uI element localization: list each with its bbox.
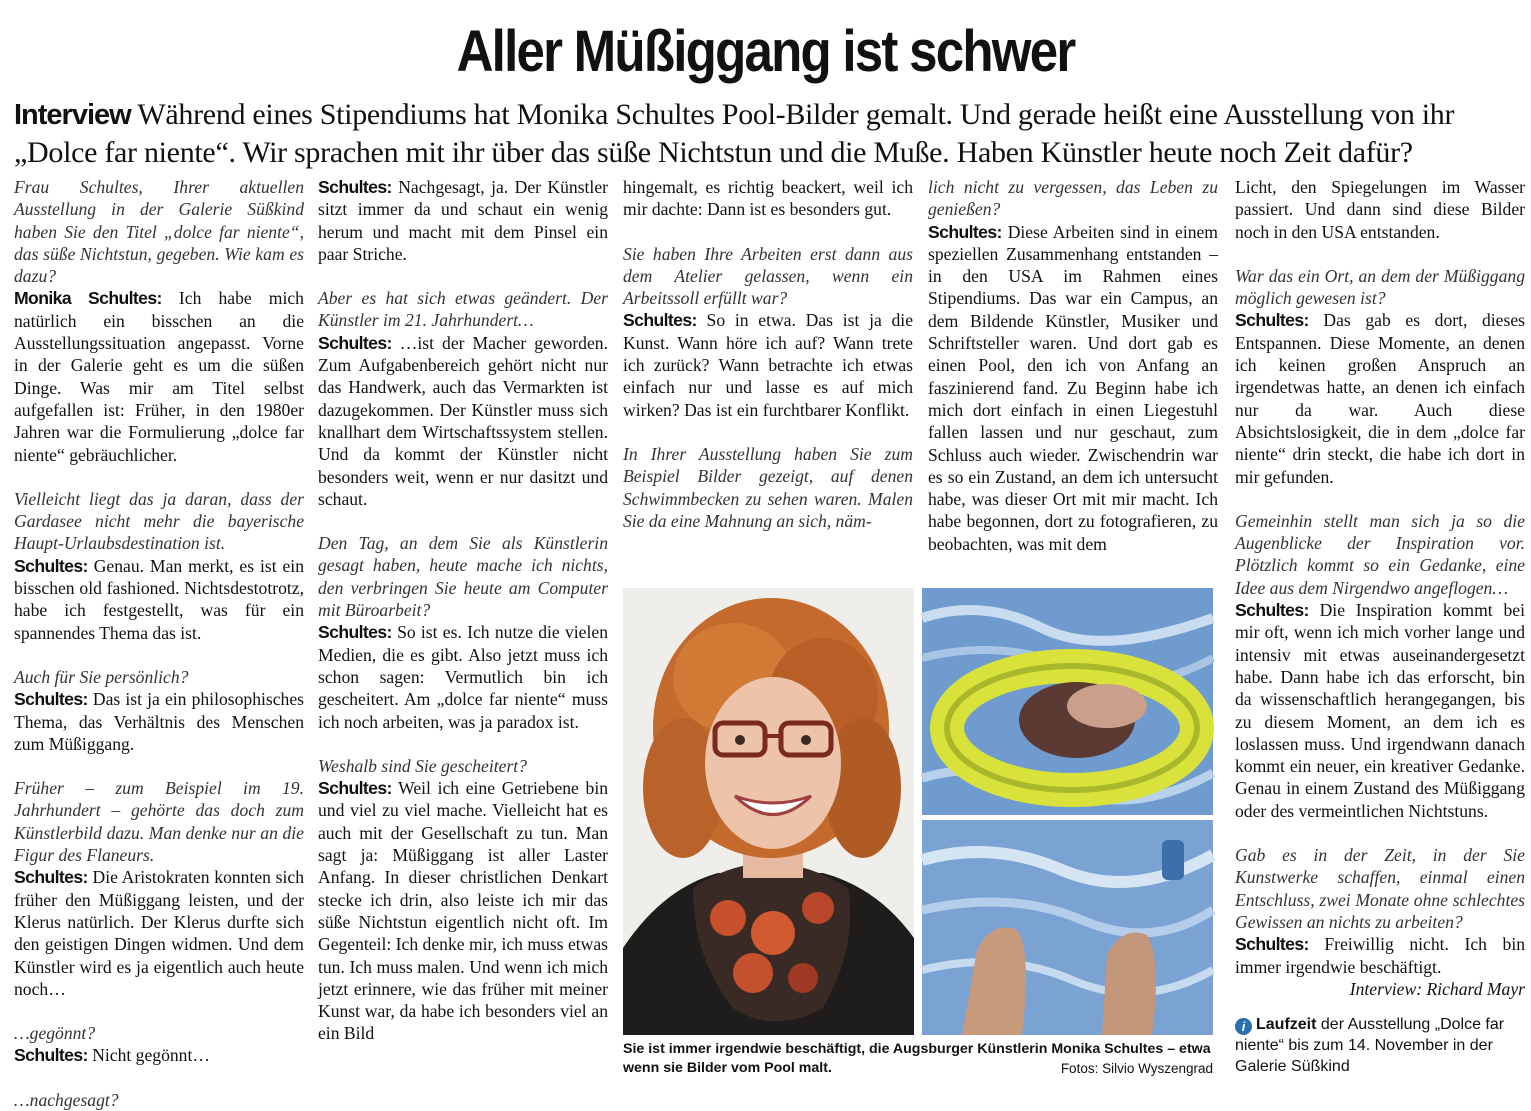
paragraph-continuation: hingemalt, es richtig beackert, weil ich mir dachte: Dann ist es besonders gut. (623, 177, 913, 220)
paragraph-gap (1235, 488, 1525, 510)
portrait-illustration (623, 588, 914, 1035)
interview-question: …nachgesagt? (14, 1089, 119, 1110)
answer-text: So in etwa. Das ist ja die Kunst. Wann höre ich auf? Wann trete ich zurück? Wann betrachte ich etwas einfach nur und lasse es auf mich wirken? Das ist ein furchtbarer Konflikt. (623, 310, 913, 420)
photo-caption (623, 1040, 1213, 1078)
speaker-label: Schultes: (318, 177, 392, 197)
interview-question: Vielleicht liegt das ja daran, dass der Gardasee nicht mehr die bayerische Haupt-Urlaubsdestination ist. (14, 488, 304, 554)
paragraph-gap (1235, 822, 1525, 844)
answer-text: So ist es. Ich nutze die vielen Medien, die es gibt. Also jetzt muss ich schon sagen: Vermutlich bin ich gescheitert. Am „dolce far niente“ muss ich noch arbeiten, was ja paradox ist. (318, 622, 608, 732)
interview-answer (14, 866, 304, 1000)
speaker-label: Monika Schultes: (14, 288, 162, 309)
exhibition-info (1235, 1014, 1525, 1077)
speaker-label: Schultes: (318, 622, 392, 643)
speaker-label: Schultes: (14, 555, 88, 576)
interview-question: …gegönnt? (14, 1023, 96, 1044)
caption-text: Sie ist immer irgendwie beschäftigt, die Augsburger Künstlerin Monika Schultes – etwa wenn sie Bilder vom Pool malt. (623, 1041, 1211, 1076)
paragraph-gap (14, 644, 304, 666)
pool-illustration-2 (922, 820, 1213, 1035)
interview-question: Weshalb sind Sie gescheitert? (318, 755, 527, 776)
answer-text: Nicht gegönnt… (87, 1045, 210, 1066)
pool-painting-swim-ring (922, 588, 1213, 815)
paragraph-gap (14, 755, 304, 777)
answer-text: Die Aristokraten konnten sich früher den Müßiggang leisten, und der Klerus natürlich. Der Klerus durfte sich den geistigen Dingen widmen. Und dem Künstler wird es ja eigentlich auch heute noch… (14, 867, 304, 999)
speaker-label: Schultes: (14, 867, 88, 888)
paragraph-gap (14, 1067, 304, 1089)
answer-text: Diese Arbeiten sind in einem speziellen Zusammenhang entstanden – in den USA im Rahmen eines Stipendiums. Das war ein Campus, an dem Bildende Künstler, Musiker und Schriftsteller waren. Und dort gab es einen Pool, den ich von Anfang an faszinierend fand. Zu Beginn habe ich mich dort einfach in einen Liegestuhl fallen lassen und nur geschaut, zum Schluss auch wieder. Zwischendrin war es so ein Zustand, an dem ich untersucht habe, was dieser Ort mit mir macht. Ich habe begonnen, dort zu fotografieren, zu beobachten, was mit dem (928, 221, 1218, 554)
interview-question: lich nicht zu vergessen, das Leben zu genießen? (928, 177, 1218, 220)
interview-answer (14, 688, 304, 755)
paragraph-gap (14, 466, 304, 488)
answer-text: Die Inspiration kommt bei mir oft, wenn ich mich vorher lange und intensiv mit etwas auseinandergesetzt habe. Dann habe ich das erforscht, bin da wissenschaftlich herangegangen, bis zu diesem Moment, an dem ich es loslassen muss. Und irgendwann danach kommt ein neuer, ein kreativer Gedanke. Genau in einem Zustand des Müßiggang oder des vermeintlichen Nichtstuns. (1235, 600, 1525, 821)
speaker-label: Schultes: (623, 310, 697, 331)
interview-question: Früher – zum Beispiel im 19. Jahrhundert – gehörte das doch zum Künstlerbild dazu. Man denke nur an die Figur des Flaneurs. (14, 778, 304, 866)
paragraph-gap (318, 265, 608, 287)
interview-question: Aber es hat sich etwas geändert. Der Künstler im 21. Jahrhundert… (318, 288, 608, 331)
answer-text: …ist der Macher geworden. Zum Aufgabenbereich gehört nicht nur das Handwerk, auch das Vermarkten ist dazugekommen. Der Künstler muss sich knallhart dem Wirtschaftssystem stellen. Und da kommt der Künstler nicht besonders weit, wenn er nur dasitzt und schaut. (318, 332, 608, 509)
headline: Aller Müßiggang ist schwer (456, 19, 1075, 84)
interview-answer (928, 221, 1218, 555)
paragraph-continuation: Licht, den Spiegelungen im Wasser passiert. Und dann sind diese Bilder noch in den USA entstanden. (1235, 177, 1525, 242)
answer-text: Das ist ja ein philosophisches Thema, das Verhältnis des Menschen zum Müßiggang. (14, 689, 304, 754)
info-text: der Ausstellung „Dolce far niente“ bis zum 14. November in der Galerie Süßkind (1235, 1016, 1505, 1075)
info-label: Laufzeit (1256, 1016, 1317, 1033)
paragraph-gap (623, 421, 913, 443)
column-3 (623, 176, 913, 532)
interview-answer (14, 287, 304, 465)
paragraph-gap (14, 1000, 304, 1022)
speaker-label: Schultes: (928, 221, 1002, 242)
interview-answer (1235, 309, 1525, 487)
speaker-label: Schultes: (1235, 310, 1309, 331)
answer-text: Das gab es dort, dieses Entspannen. Diese Momente, an denen ich keinen großen Anspruch an irgendetwas hatte, an denen ich einfach nur da war. Auch diese Absichtslosigkeit, die in dem „dolce far niente“ drin steckt, die habe ich dort in mir gefunden. (1235, 310, 1525, 487)
interview-answer (623, 309, 913, 420)
interview-question: Den Tag, an dem Sie als Künstlerin gesagt haben, heute mache ich nichts, den verbringen Sie heute am Computer mit Büroarbeit? (318, 533, 608, 621)
portrait-photo (623, 588, 914, 1035)
pool-painting-feet (922, 820, 1213, 1035)
dek-kicker: Interview (14, 99, 131, 131)
speaker-label: Schultes: (318, 778, 392, 799)
interview-question: Auch für Sie persönlich? (14, 666, 189, 687)
column-1 (14, 176, 304, 1111)
interview-answer (318, 777, 608, 1045)
speaker-label: Schultes: (318, 332, 392, 353)
interview-answer (318, 621, 608, 732)
photo-credit: Fotos: Silvio Wyszengrad (1060, 1061, 1213, 1076)
answer-text: Freiwillig nicht. Ich bin immer irgendwie beschäftigt. (1235, 934, 1525, 977)
answer-text: Ich habe mich natürlich ein bisschen an die Ausstellungssituation angepasst. Vorne in der Galerie geht es um die süßen Dinge. Was mir am Titel selbst aufgefallen ist: Früher, in den 1980er Jahren war die Formulierung „dolce far niente“ gebräuchlicher. (14, 288, 304, 465)
paragraph-gap (623, 221, 913, 243)
interview-question: Gemeinhin stellt man sich ja so die Augenblicke der Inspiration vor. Plötzlich kommt so ein Gedanke, eine Idee aus dem Nirgendwo angeflogen… (1235, 510, 1525, 598)
interview-answer (318, 176, 608, 265)
paragraph-gap (318, 510, 608, 532)
interview-answer (1235, 933, 1525, 978)
column-5 (1235, 176, 1525, 1000)
interview-question: In Ihrer Ausstellung haben Sie zum Beispiel Bilder gezeigt, auf denen Schwimmbecken zu sehen waren. Malen Sie da eine Mahnung an sich, näm- (623, 443, 913, 531)
dek-text: Während eines Stipendiums hat Monika Schultes Pool-Bilder gemalt. Und gerade heißt eine Ausstellung von ihr „Dolce far niente“. Wir sprachen mit ihr über das süße Nichtstun und die Muße. Haben Künstler heute noch Zeit dafür? (14, 98, 1455, 169)
speaker-label: Schultes: (14, 1045, 88, 1066)
interview-answer (1235, 599, 1525, 822)
interview-question: Sie haben Ihre Arbeiten erst dann aus dem Atelier gelassen, wenn ein Arbeitssoll erfüllt war? (623, 243, 913, 309)
column-4 (928, 176, 1218, 556)
interview-answer (14, 1044, 304, 1066)
interview-credit: Interview: Richard Mayr (1349, 978, 1525, 999)
interview-question: Gab es in der Zeit, in der Sie Kunstwerke schaffen, einmal einen Entschluss, zwei Monate ohne schlechtes Gewissen an nichts zu arbeiten? (1235, 845, 1525, 932)
paragraph-gap (1235, 243, 1525, 265)
info-icon: i (1235, 1018, 1252, 1035)
interview-question: War das ein Ort, an dem der Müßiggang möglich gewesen ist? (1235, 265, 1525, 309)
column-2 (318, 176, 608, 1045)
answer-text: Genau. Man merkt, es ist ein bisschen old fashioned. Nichtsdestotrotz, habe ich festgestellt, was für ein spannendes Thema das ist. (14, 555, 304, 643)
paragraph-gap (318, 733, 608, 755)
speaker-label: Schultes: (1235, 600, 1309, 621)
answer-text: Nachgesagt, ja. Der Künstler sitzt immer da und schaut ein wenig herum und macht mit dem Pinsel ein paar Striche. (318, 177, 608, 264)
dek (14, 96, 1524, 172)
answer-text: Weil ich eine Getriebene bin und viel zu viel mache. Vielleicht hat es auch mit der Gesellschaft zu tun. Man sagt ja: Müßiggang ist aller Laster Anfang. In dieser christlichen Denkart stecke ich drin, also leiste ich mir das süße Nichtstun eigentlich nicht oft. Im Gegenteil: Ich denke mir, ich muss etwas tun. Ich muss malen. Und wenn ich mich jetzt erinnere, wie das früher mit meiner Kunst war, da habe ich besonders viel an ein Bild (318, 778, 608, 1044)
interview-answer (318, 332, 608, 510)
speaker-label: Schultes: (14, 689, 88, 710)
speaker-label: Schultes: (1235, 934, 1309, 955)
interview-question: Frau Schultes, Ihrer aktuellen Ausstellung in der Galerie Süßkind haben Sie den Titel „dolce far niente“, das süße Nichtstun, gegeben. Wie kam es dazu? (14, 177, 304, 287)
pool-illustration-1 (922, 588, 1213, 815)
interview-answer (14, 555, 304, 644)
